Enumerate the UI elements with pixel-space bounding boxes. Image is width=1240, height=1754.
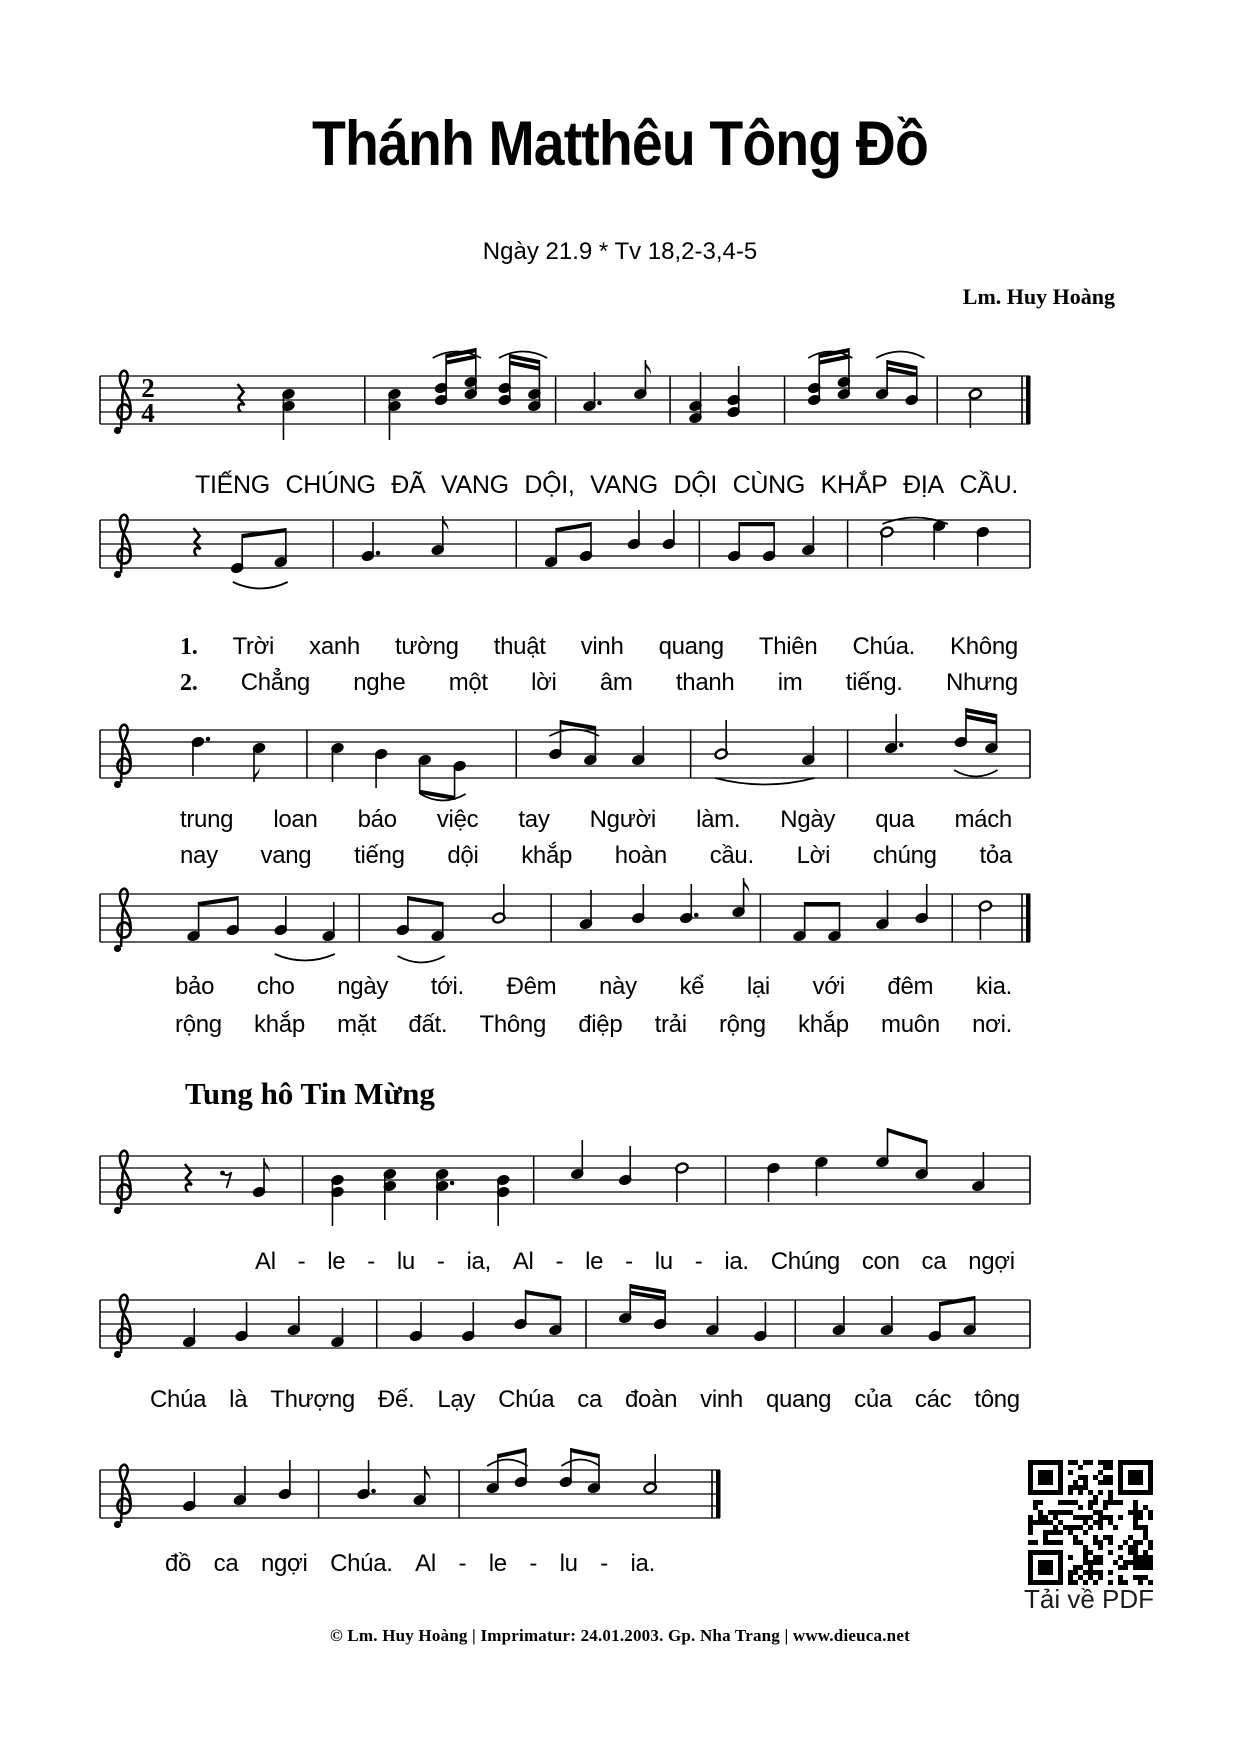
lyric-syllable: trung bbox=[180, 806, 234, 833]
lyric-syllable: ia, bbox=[466, 1248, 491, 1275]
lyric-syllable: tới. bbox=[430, 973, 464, 1000]
lyric-syllable: khắp bbox=[521, 842, 573, 869]
lyric-syllable: Chúa. bbox=[852, 633, 915, 660]
lyric-syllable: của bbox=[854, 1386, 892, 1413]
lyric-syllable: vinh bbox=[700, 1386, 743, 1413]
lyric-syllable: CẦU. bbox=[959, 471, 1018, 499]
lyric-syllable: đồ bbox=[165, 1550, 192, 1577]
lyric-syllable: mách bbox=[954, 806, 1012, 833]
lyric-syllable: Ngày bbox=[780, 806, 836, 833]
lyric-syllable: đêm bbox=[887, 973, 934, 1000]
lyric-syllable: bảo bbox=[175, 973, 215, 1000]
refrain-line bbox=[195, 471, 1018, 500]
alleluia-line-3 bbox=[165, 1550, 655, 1578]
lyric-syllable: việc bbox=[436, 806, 479, 833]
lyric-syllable: làm. bbox=[696, 806, 741, 833]
lyric-syllable: Al bbox=[415, 1550, 436, 1577]
song-subtitle: Ngày 21.9 * Tv 18,2-3,4-5 bbox=[482, 238, 758, 265]
staff-5 bbox=[70, 1116, 1060, 1266]
lyric-syllable: quang bbox=[658, 633, 724, 660]
lyric-syllable: ngợi bbox=[968, 1248, 1015, 1275]
staff-1 bbox=[70, 336, 1060, 486]
lyric-syllable: dội bbox=[447, 842, 479, 869]
lyric-syllable: tay bbox=[518, 806, 550, 833]
lyric-syllable: DỘI, bbox=[524, 471, 575, 499]
lyric-syllable: con bbox=[861, 1248, 900, 1275]
lyric-syllable: Không bbox=[950, 633, 1018, 660]
lyric-syllable: TIẾNG bbox=[195, 471, 270, 499]
verse-1-line-3 bbox=[175, 973, 1012, 1001]
lyric-syllable: lu bbox=[396, 1248, 415, 1275]
lyric-syllable: thuật bbox=[493, 633, 546, 660]
lyric-syllable: Nhưng bbox=[945, 669, 1018, 696]
download-pdf-link[interactable]: Tải về PDF bbox=[1024, 1584, 1155, 1614]
lyric-syllable: khắp bbox=[798, 1011, 849, 1038]
lyric-syllable: ca bbox=[213, 1550, 239, 1577]
lyric-syllable: - bbox=[529, 1550, 538, 1577]
lyric-syllable: báo bbox=[357, 806, 397, 833]
lyric-syllable: Thiên bbox=[758, 633, 818, 660]
lyric-syllable: ca bbox=[921, 1248, 947, 1275]
lyric-syllable: ĐÃ bbox=[391, 471, 426, 499]
lyric-syllable: - bbox=[436, 1248, 445, 1275]
lyric-syllable: nơi. bbox=[972, 1011, 1012, 1038]
lyric-syllable: - bbox=[555, 1248, 564, 1275]
lyric-syllable: - bbox=[367, 1248, 375, 1275]
lyric-syllable: DỘI bbox=[673, 471, 718, 499]
verse-1-line-2 bbox=[180, 806, 1012, 834]
lyric-syllable: VANG bbox=[440, 471, 509, 499]
lyric-syllable: CHÚNG bbox=[285, 471, 376, 499]
lyric-syllable: le bbox=[327, 1248, 346, 1275]
lyric-syllable: trải bbox=[654, 1011, 687, 1038]
verse-2-line-1 bbox=[180, 669, 1018, 697]
svg-text:4: 4 bbox=[141, 398, 155, 428]
lyric-syllable: tường bbox=[395, 633, 459, 660]
lyric-syllable: cho bbox=[256, 973, 295, 1000]
copyright-footer: © Lm. Huy Hoàng | Imprimatur: 24.01.2003. Gp. Nha Trang | www.dieuca.net bbox=[330, 1626, 910, 1645]
lyric-syllable: quang bbox=[765, 1386, 832, 1413]
lyric-syllable: muôn bbox=[881, 1011, 940, 1038]
lyric-syllable: Đế. bbox=[377, 1386, 415, 1413]
lyric-syllable: lại bbox=[746, 973, 770, 1000]
lyric-syllable: Lạy bbox=[437, 1386, 476, 1413]
lyric-syllable: VANG bbox=[590, 471, 658, 499]
lyric-syllable: mặt bbox=[337, 1011, 377, 1038]
lyric-syllable: Chúng bbox=[770, 1248, 840, 1275]
lyric-syllable: vang bbox=[260, 842, 312, 869]
lyric-syllable: kể bbox=[679, 973, 705, 1000]
song-title: Thánh Matthêu Tông Đồ bbox=[312, 109, 928, 179]
verse-number: 2. bbox=[180, 670, 198, 696]
lyric-syllable: ia. bbox=[630, 1550, 655, 1577]
lyric-syllable: le bbox=[488, 1550, 507, 1577]
lyric-syllable: Chẳng bbox=[240, 669, 310, 696]
lyric-syllable: đất. bbox=[408, 1011, 448, 1038]
lyric-syllable: thanh bbox=[675, 669, 735, 696]
lyric-syllable: tỏa bbox=[979, 842, 1012, 869]
staff-2 bbox=[70, 480, 1060, 630]
verse-2-line-3 bbox=[175, 1011, 1012, 1039]
lyric-syllable: Thượng bbox=[270, 1386, 355, 1413]
lyric-syllable: - bbox=[600, 1550, 608, 1577]
lyric-syllable: Người bbox=[589, 806, 656, 833]
lyric-syllable: Thông bbox=[479, 1011, 547, 1038]
lyric-syllable: - bbox=[694, 1248, 703, 1275]
lyric-syllable: - bbox=[458, 1550, 467, 1577]
lyric-syllable: Al bbox=[512, 1248, 534, 1275]
lyric-syllable: khắp bbox=[254, 1011, 305, 1038]
alleluia-line-2 bbox=[150, 1386, 1020, 1414]
lyric-syllable: nghe bbox=[353, 669, 406, 696]
lyric-syllable: chúng bbox=[872, 842, 937, 869]
lyric-syllable: ngày bbox=[337, 973, 389, 1000]
lyric-syllable: điệp bbox=[578, 1011, 623, 1038]
lyric-syllable: một bbox=[448, 669, 488, 696]
lyric-syllable: qua bbox=[875, 806, 915, 833]
lyric-syllable: - bbox=[625, 1248, 633, 1275]
lyric-syllable: ia. bbox=[724, 1248, 749, 1275]
lyric-syllable: Chúa bbox=[150, 1386, 207, 1413]
qr-code[interactable] bbox=[1028, 1460, 1153, 1585]
lyric-syllable: này bbox=[599, 973, 637, 1000]
svg-text:2: 2 bbox=[141, 373, 155, 403]
alleluia-line-1 bbox=[255, 1248, 1015, 1276]
lyric-syllable: Chúa bbox=[498, 1386, 555, 1413]
lyric-syllable: tiếng. bbox=[845, 669, 903, 696]
lyric-syllable: rộng bbox=[718, 1011, 766, 1038]
lyric-syllable: le bbox=[585, 1248, 604, 1275]
lyric-syllable: tông bbox=[974, 1386, 1020, 1413]
lyric-syllable: ngợi bbox=[260, 1550, 308, 1577]
lyric-syllable: đoàn bbox=[624, 1386, 678, 1413]
lyric-syllable: kia. bbox=[975, 973, 1012, 1000]
lyric-syllable: KHẮP bbox=[820, 471, 888, 499]
lyric-syllable: là bbox=[229, 1386, 248, 1413]
lyric-syllable: vinh bbox=[580, 633, 624, 660]
lyric-syllable: các bbox=[914, 1386, 952, 1413]
lyric-syllable: Chúa. bbox=[330, 1550, 393, 1577]
verse-number: 1. bbox=[180, 634, 198, 660]
lyric-syllable: lời bbox=[531, 669, 557, 696]
eighth-rest bbox=[220, 1171, 231, 1188]
lyric-syllable: loan bbox=[273, 806, 318, 833]
lyric-syllable: Trời bbox=[232, 633, 275, 660]
lyric-syllable: rộng bbox=[175, 1011, 222, 1038]
verse-2-line-2 bbox=[180, 842, 1012, 870]
qr-code-image bbox=[1028, 1460, 1153, 1585]
lyric-syllable: im bbox=[777, 669, 803, 696]
lyric-syllable: hoàn bbox=[614, 842, 667, 869]
lyric-syllable: lu bbox=[654, 1248, 673, 1275]
lyric-syllable: Đêm bbox=[506, 973, 557, 1000]
lyric-syllable: Lời bbox=[796, 842, 831, 869]
composer-credit: Lm. Huy Hoàng bbox=[962, 284, 1115, 309]
verse-1-line-1 bbox=[180, 633, 1018, 661]
lyric-syllable: Al bbox=[255, 1248, 276, 1275]
lyric-syllable: tiếng bbox=[354, 842, 405, 869]
lyric-syllable: ĐỊA bbox=[903, 471, 944, 499]
lyric-syllable: xanh bbox=[309, 633, 360, 660]
lyric-syllable: nay bbox=[180, 842, 218, 869]
lyric-syllable: cầu. bbox=[709, 842, 754, 869]
section-heading: Tung hô Tin Mừng bbox=[185, 1076, 435, 1111]
lyric-syllable: - bbox=[297, 1248, 306, 1275]
lyric-syllable: ca bbox=[577, 1386, 602, 1413]
lyric-syllable: với bbox=[812, 973, 845, 1000]
lyric-syllable: lu bbox=[559, 1550, 578, 1577]
lyric-syllable: âm bbox=[599, 669, 633, 696]
lyric-syllable: CÙNG bbox=[732, 471, 806, 499]
